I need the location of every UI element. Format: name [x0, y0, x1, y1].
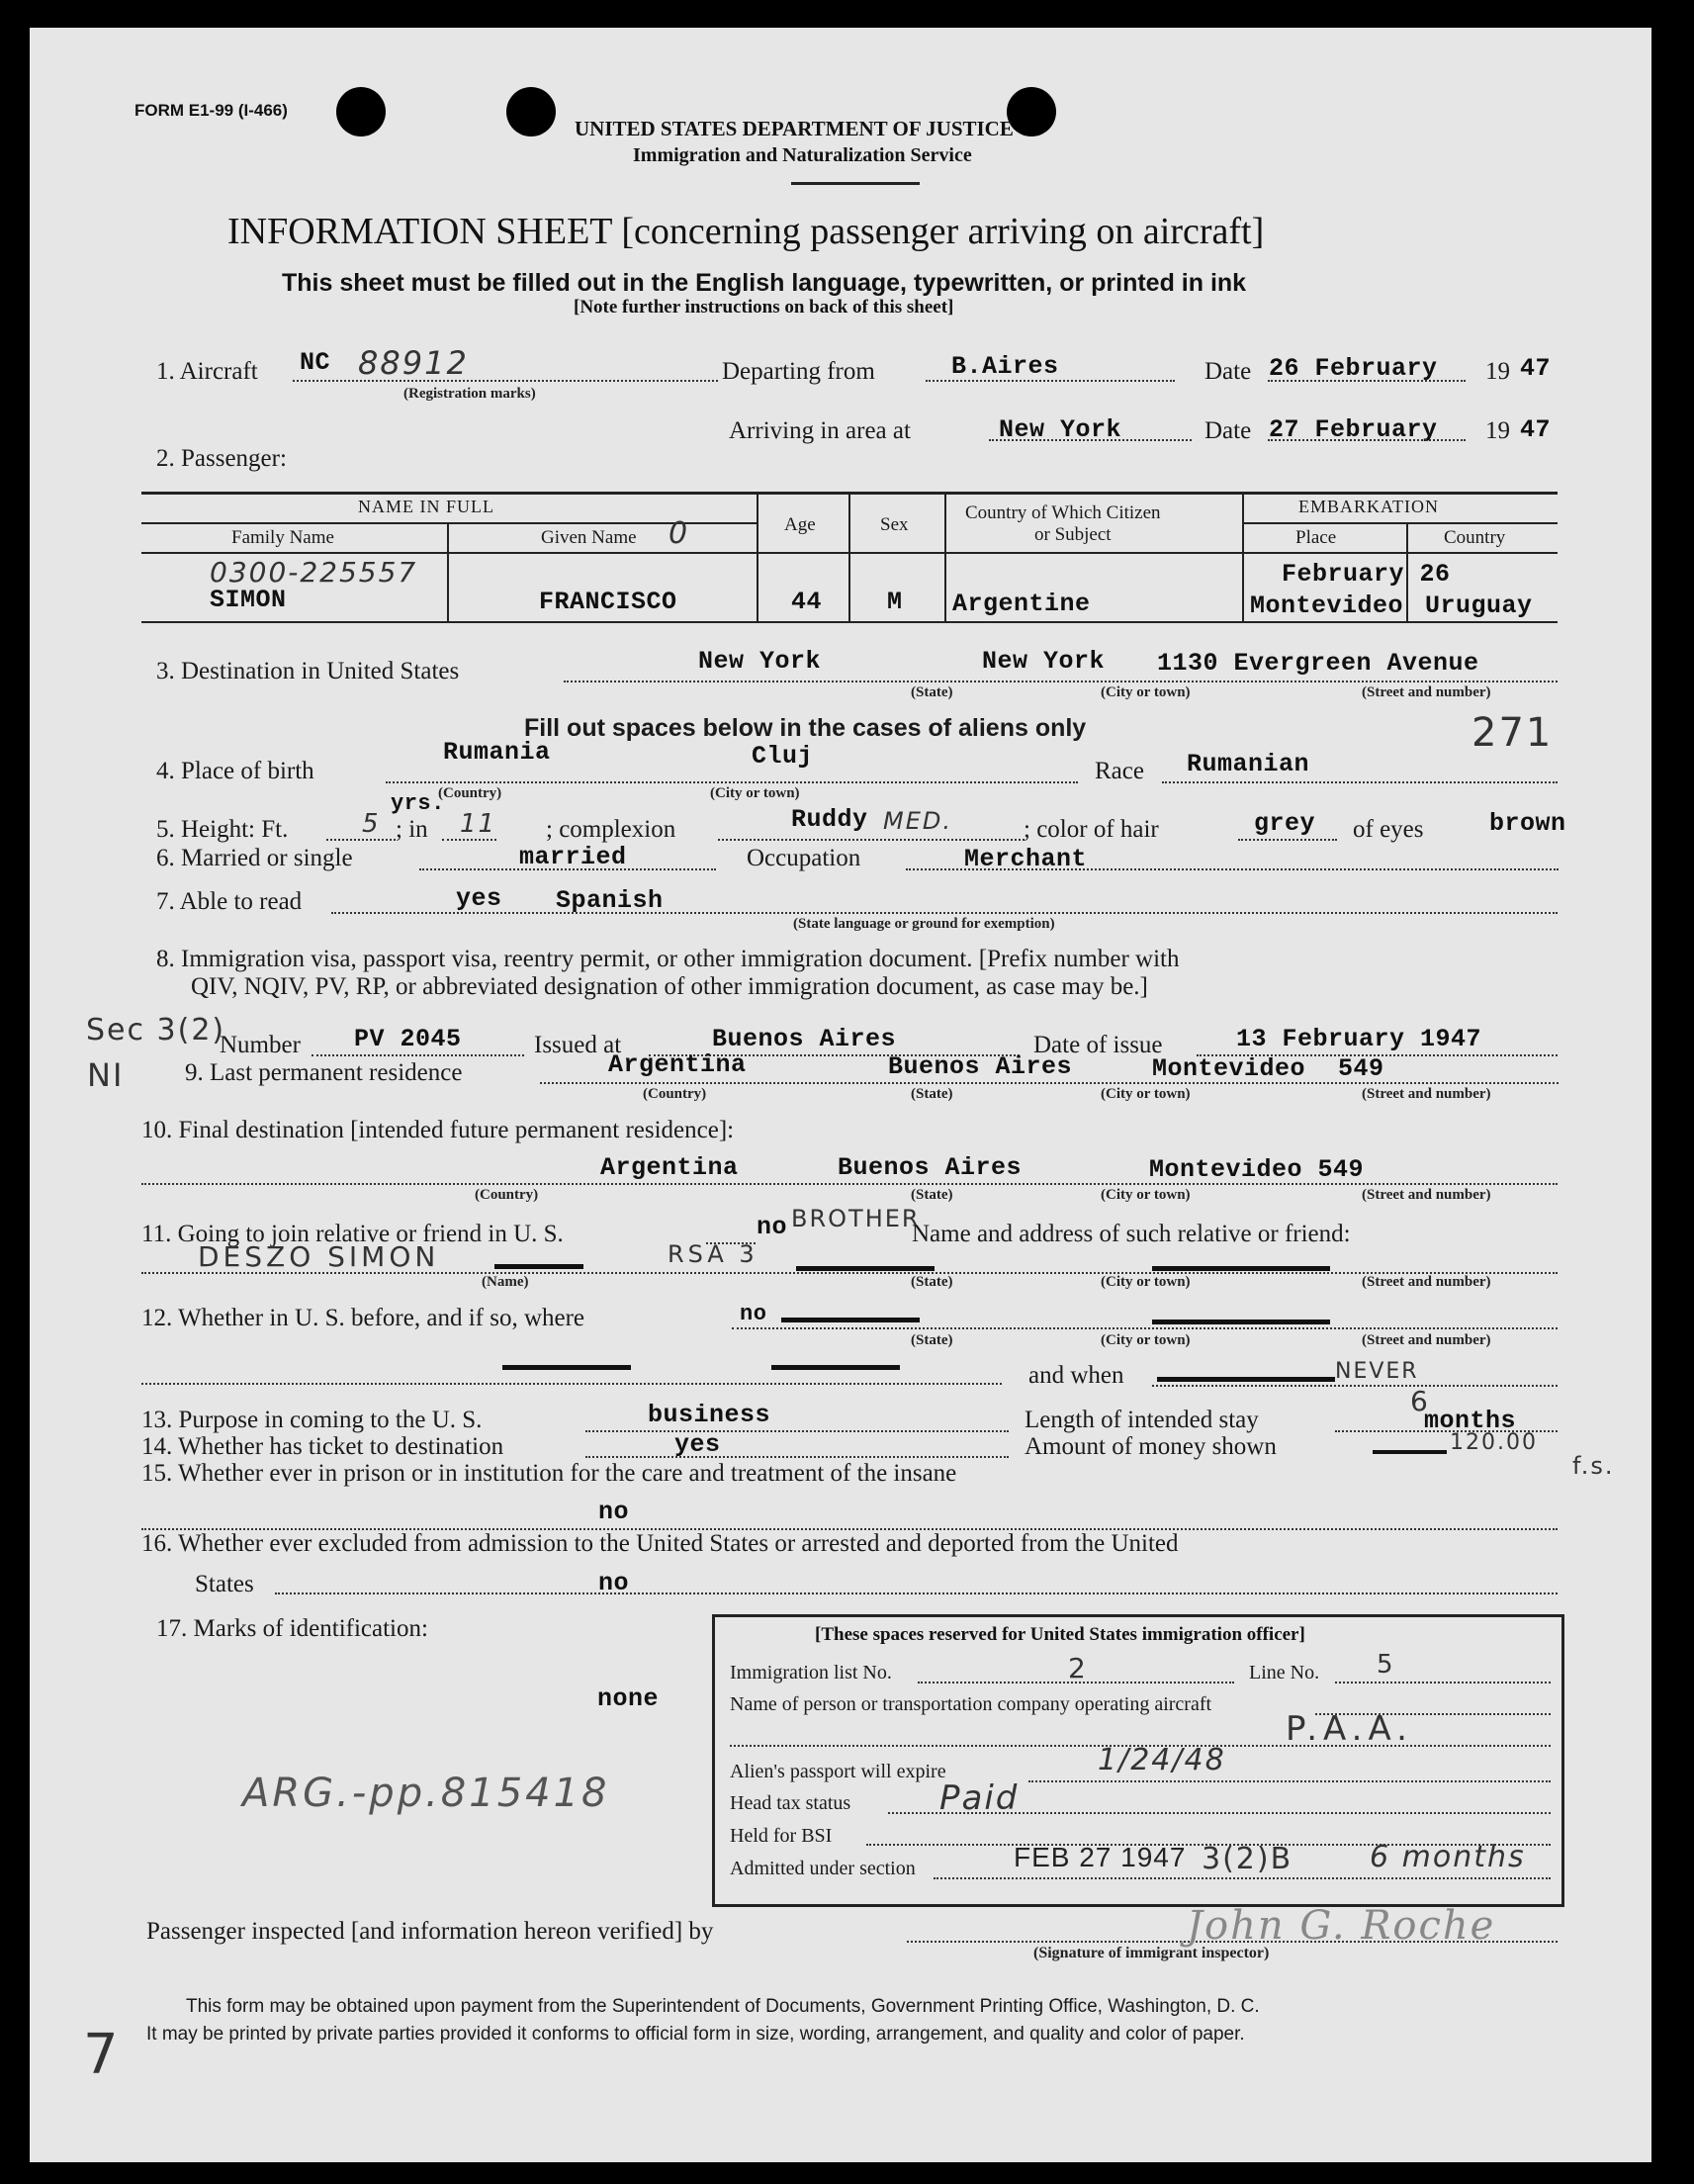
- visa-number: PV 2045: [354, 1025, 462, 1053]
- header-sex: Sex: [880, 514, 909, 535]
- join-value: no: [757, 1213, 788, 1241]
- leader-dots: [718, 839, 1025, 841]
- height-feet: 5: [362, 809, 381, 839]
- before-label: 12. Whether in U. S. before, and if so, where: [141, 1305, 585, 1331]
- year-prefix: 19: [1485, 358, 1510, 385]
- caption-state: (State): [911, 684, 953, 700]
- punch-hole: [336, 87, 386, 136]
- issue-date: 13 February 1947: [1236, 1025, 1482, 1053]
- caption-state: (State): [911, 1332, 953, 1348]
- residence-city: Montevideo: [1152, 1054, 1306, 1083]
- occupation-label: Occupation: [747, 845, 861, 871]
- strike-line: [1373, 1450, 1447, 1454]
- final-destination-label: 10. Final destination [intended future permanent residence]:: [141, 1117, 735, 1143]
- caption-country: (Country): [475, 1187, 539, 1203]
- caption-street: (Street and number): [1362, 1332, 1491, 1348]
- header-age: Age: [784, 514, 816, 535]
- caption-state: (State): [911, 1187, 953, 1203]
- given-name: FRANCISCO: [539, 588, 677, 616]
- page-mark: 7: [83, 2023, 121, 2087]
- visa-line-2: QIV, NQIV, PV, RP, or abbreviated designation of other immigration document, as case may be.]: [191, 973, 1148, 1000]
- divider: [791, 182, 920, 185]
- header-embarkation: EMBARKATION: [1298, 497, 1440, 516]
- admitted-label: Admitted under section: [730, 1858, 916, 1879]
- caption-street: (Street and number): [1362, 1274, 1491, 1290]
- strike-line: [1152, 1320, 1330, 1324]
- embark-place: Montevideo: [1250, 592, 1404, 620]
- caption-city: (City or town): [1101, 684, 1191, 700]
- married-label: 6. Married or single: [156, 845, 353, 871]
- caption-country: (Country): [643, 1086, 707, 1102]
- caption-country: (Country): [438, 785, 502, 801]
- prison-margin: f.s.: [1572, 1452, 1615, 1480]
- passport-expire: 1/24/48: [1098, 1743, 1226, 1777]
- leader-dots: [312, 1054, 524, 1056]
- admitted-duration: 6 months: [1370, 1840, 1526, 1874]
- header-place: Place: [1295, 527, 1337, 548]
- caption-city: (City or town): [1101, 1332, 1191, 1348]
- sex: M: [887, 588, 903, 616]
- strike-line: [502, 1365, 631, 1370]
- leader-dots: [442, 839, 496, 841]
- leader-dots: [732, 1327, 1558, 1329]
- caption-city: (City or town): [1101, 1187, 1191, 1203]
- leader-dots: [934, 1877, 1551, 1879]
- stay: months: [1424, 1407, 1517, 1435]
- complexion-label: ; complexion: [546, 816, 676, 843]
- residence-country: Argentina: [608, 1050, 747, 1079]
- residence-state: Buenos Aires: [888, 1052, 1073, 1081]
- table-col-rule: [848, 492, 850, 621]
- line-label: Line No.: [1249, 1662, 1320, 1684]
- leader-dots: [293, 380, 718, 382]
- departing-year: 47: [1520, 354, 1552, 383]
- issued-at: Buenos Aires: [712, 1025, 897, 1053]
- leader-dots: [585, 1456, 1009, 1458]
- tax-status: Paid: [939, 1778, 1020, 1818]
- height-inches: 11: [460, 809, 497, 839]
- table-col-rule: [944, 492, 946, 621]
- header-name-in-full: NAME IN FULL: [358, 497, 494, 516]
- hair-label: ; color of hair: [1024, 816, 1159, 843]
- strike-line: [1152, 1266, 1330, 1271]
- header-country: Country: [1444, 527, 1506, 548]
- final-country: Argentina: [600, 1153, 739, 1182]
- tax-label: Head tax status: [730, 1792, 851, 1814]
- when-label: and when: [1028, 1362, 1124, 1389]
- leader-dots: [386, 781, 1078, 783]
- relative-name-label: Name and address of such relative or friend:: [912, 1221, 1351, 1247]
- complexion: Ruddy: [791, 805, 868, 834]
- margin-note-ni: NI: [87, 1056, 125, 1094]
- relative-state: RSA 3: [668, 1240, 758, 1268]
- issued-label: Issued at: [534, 1032, 622, 1058]
- join-brother: BROTHER: [791, 1205, 921, 1232]
- birth-country: Rumania: [443, 738, 551, 767]
- line-number: 5: [1377, 1650, 1395, 1680]
- given-name-mark: 0: [669, 516, 690, 551]
- caption-city: (City or town): [1101, 1086, 1191, 1102]
- issue-date-label: Date of issue: [1033, 1032, 1163, 1058]
- departing-label: Departing from: [722, 358, 875, 385]
- strike-line: [1157, 1377, 1335, 1382]
- table-rule: [1242, 522, 1558, 524]
- marks: none: [597, 1684, 660, 1713]
- year-prefix: 19: [1485, 417, 1510, 444]
- date-label: Date: [1204, 358, 1252, 385]
- leader-dots: [585, 1430, 1009, 1432]
- caption-state: (State): [911, 1274, 953, 1290]
- admitted-section: 3(2)B: [1202, 1842, 1293, 1876]
- page-title: INFORMATION SHEET [concerning passenger arriving on aircraft]: [227, 211, 1265, 252]
- purpose: business: [648, 1401, 771, 1429]
- ticket-label: 14. Whether has ticket to destination: [141, 1433, 504, 1460]
- overtyped-text: yrs.: [391, 791, 445, 816]
- race: Rumanian: [1187, 750, 1310, 778]
- table-rule: [141, 522, 757, 524]
- punch-hole: [1007, 87, 1056, 136]
- caption-city: (City or town): [1101, 1274, 1191, 1290]
- join-label: 11. Going to join relative or friend in U. S.: [141, 1221, 564, 1247]
- leader-dots: [1152, 1385, 1558, 1387]
- arriving-at: New York: [999, 415, 1122, 444]
- arriving-year: 47: [1520, 415, 1552, 444]
- visa-number-label: Number: [220, 1032, 301, 1058]
- table-col-rule: [757, 492, 758, 621]
- table-bottom-rule: [141, 621, 1558, 623]
- final-city: Montevideo 549: [1149, 1155, 1365, 1184]
- birth-city: Cluj: [752, 742, 814, 771]
- stay-handwritten: 6: [1410, 1385, 1430, 1417]
- caption-state: (State): [911, 1086, 953, 1102]
- read-label: 7. Able to read: [156, 888, 303, 915]
- caption-street: (Street and number): [1362, 1187, 1491, 1203]
- leader-dots: [540, 1082, 1559, 1084]
- date-label: Date: [1204, 417, 1252, 444]
- departing-date: 26 February: [1269, 354, 1438, 383]
- leader-dots: [926, 380, 1175, 382]
- stay-label: Length of intended stay: [1025, 1407, 1259, 1433]
- caption-name: (Name): [482, 1274, 529, 1290]
- margin-number: 271: [1471, 710, 1554, 756]
- header-citizen-1: Country of Which Citizen: [965, 502, 1161, 523]
- inspector-signature: John G. Roche: [1187, 1903, 1496, 1949]
- residence-label: 9. Last permanent residence: [185, 1059, 463, 1086]
- excluded: no: [598, 1569, 630, 1597]
- language: Spanish: [556, 886, 664, 915]
- instruction: This sheet must be filled out in the English language, typewritten, or printed in ink: [282, 269, 1247, 297]
- leader-dots: [989, 439, 1192, 441]
- leader-dots: [1028, 1780, 1551, 1782]
- instruction-note: [Note further instructions on back of this sheet]: [574, 297, 954, 318]
- before-value: no: [740, 1302, 767, 1326]
- money-handwritten: 120.00: [1450, 1430, 1538, 1455]
- table-col-rule: [447, 522, 449, 621]
- caption-city: (City or town): [710, 785, 800, 801]
- leader-dots: [1238, 839, 1337, 841]
- purpose-label: 13. Purpose in coming to the U. S.: [141, 1407, 483, 1433]
- strike-line: [494, 1264, 583, 1269]
- family-name: SIMON: [210, 586, 287, 614]
- list-label: Immigration list No.: [730, 1662, 892, 1684]
- aircraft-prefix: NC: [300, 348, 331, 377]
- header-citizen-2: or Subject: [1034, 524, 1112, 545]
- occupation: Merchant: [964, 845, 1088, 873]
- leader-dots: [564, 681, 1558, 682]
- residence-street: 549: [1338, 1054, 1384, 1083]
- height-label: 5. Height: Ft.: [156, 816, 289, 843]
- passport-label: Alien's passport will expire: [730, 1761, 946, 1782]
- destination-label: 3. Destination in United States: [156, 658, 460, 684]
- read-caption: (State language or ground for exemption): [793, 916, 1055, 932]
- company-label: Name of person or transportation company operating aircraft: [730, 1693, 1212, 1715]
- list-number: 2: [1068, 1652, 1088, 1684]
- admission-stamp: FEB 27 1947: [1014, 1842, 1187, 1872]
- passenger-label: 2. Passenger:: [156, 445, 287, 472]
- header-given-name: Given Name: [541, 527, 637, 548]
- punch-hole: [506, 87, 556, 136]
- company: P.A.A.: [1286, 1709, 1413, 1749]
- embark-country: Uruguay: [1425, 592, 1533, 620]
- leader-dots: [1268, 380, 1466, 382]
- footer-line-2: It may be printed by private parties provided it conforms to official form in size, wording, arrangement, and quality and color of paper.: [146, 2024, 1245, 2045]
- race-label: Race: [1095, 758, 1144, 784]
- married: married: [519, 843, 627, 871]
- leader-dots: [1268, 439, 1466, 441]
- caption-street: (Street and number): [1362, 1086, 1491, 1102]
- strike-line: [771, 1365, 900, 1370]
- footer-line-1: This form may be obtained upon payment from the Superintendent of Documents, Government Printing Office, Washington, D. C.: [186, 1996, 1260, 2017]
- complexion-handwritten: MED.: [883, 807, 952, 835]
- never-handwritten: NEVER: [1335, 1359, 1419, 1384]
- age: 44: [791, 588, 823, 616]
- inches-label: ; in: [396, 816, 428, 843]
- destination-city: New York: [982, 647, 1106, 676]
- signature-caption: (Signature of immigrant inspector): [1033, 1945, 1270, 1961]
- officer-box-header: [These spaces reserved for United States immigration officer]: [815, 1624, 1305, 1645]
- bsi-label: Held for BSI: [730, 1825, 833, 1847]
- leader-dots: [326, 839, 396, 841]
- strike-line: [781, 1318, 920, 1322]
- arriving-label: Arriving in area at: [729, 417, 911, 444]
- ticket: yes: [674, 1430, 721, 1459]
- aircraft-label: 1. Aircraft: [156, 358, 258, 385]
- agency-name: UNITED STATES DEPARTMENT OF JUSTICE: [575, 117, 1014, 140]
- family-name-note: 0300-225557: [210, 556, 418, 589]
- prison-label: 15. Whether ever in prison or in institution for the care and treatment of the insane: [141, 1460, 957, 1487]
- leader-dots: [331, 912, 1558, 914]
- leader-dots: [1335, 1682, 1551, 1684]
- header-family-name: Family Name: [231, 527, 334, 548]
- leader-dots: [275, 1592, 1558, 1594]
- service-name: Immigration and Naturalization Service: [633, 144, 972, 166]
- eyes-label: of eyes: [1353, 816, 1424, 843]
- relative-name: DESZO SIMON: [198, 1240, 440, 1273]
- able-to-read: yes: [456, 884, 502, 913]
- prison: no: [598, 1498, 630, 1526]
- registration-caption: (Registration marks): [403, 386, 536, 402]
- passport-handwritten: ARG.-pp.815418: [242, 1771, 610, 1816]
- citizenship: Argentine: [952, 590, 1091, 618]
- destination-street: 1130 Evergreen Avenue: [1157, 649, 1479, 678]
- destination-state: New York: [698, 647, 822, 676]
- birth-label: 4. Place of birth: [156, 758, 314, 784]
- hair: grey: [1254, 809, 1316, 838]
- aliens-note: Fill out spaces below in the cases of aliens only: [524, 714, 1087, 742]
- embark-date: February 26: [1282, 560, 1451, 589]
- aircraft-number: 88912: [358, 344, 469, 382]
- excluded-line-1: 16. Whether ever excluded from admission to the United States or arrested and deported from the United: [141, 1530, 1179, 1557]
- departing-from: B.Aires: [951, 352, 1059, 381]
- final-state: Buenos Aires: [838, 1153, 1023, 1182]
- leader-dots: [1162, 781, 1558, 783]
- table-col-rule: [1242, 492, 1244, 621]
- strike-line: [796, 1266, 935, 1271]
- eyes: brown: [1489, 809, 1566, 838]
- inspection-label: Passenger inspected [and information hereon verified] by: [146, 1918, 714, 1945]
- leader-dots: [141, 1383, 1002, 1385]
- margin-note-sec: Sec 3(2): [86, 1013, 226, 1047]
- caption-street: (Street and number): [1362, 684, 1491, 700]
- marks-label: 17. Marks of identification:: [156, 1615, 428, 1642]
- excluded-line-2: States: [195, 1571, 254, 1597]
- arriving-date: 27 February: [1269, 415, 1438, 444]
- money-label: Amount of money shown: [1025, 1433, 1277, 1460]
- form-number: FORM E1-99 (I-466): [134, 101, 288, 120]
- visa-line-1: 8. Immigration visa, passport visa, reentry permit, or other immigration document. [Prefix number with: [156, 946, 1180, 972]
